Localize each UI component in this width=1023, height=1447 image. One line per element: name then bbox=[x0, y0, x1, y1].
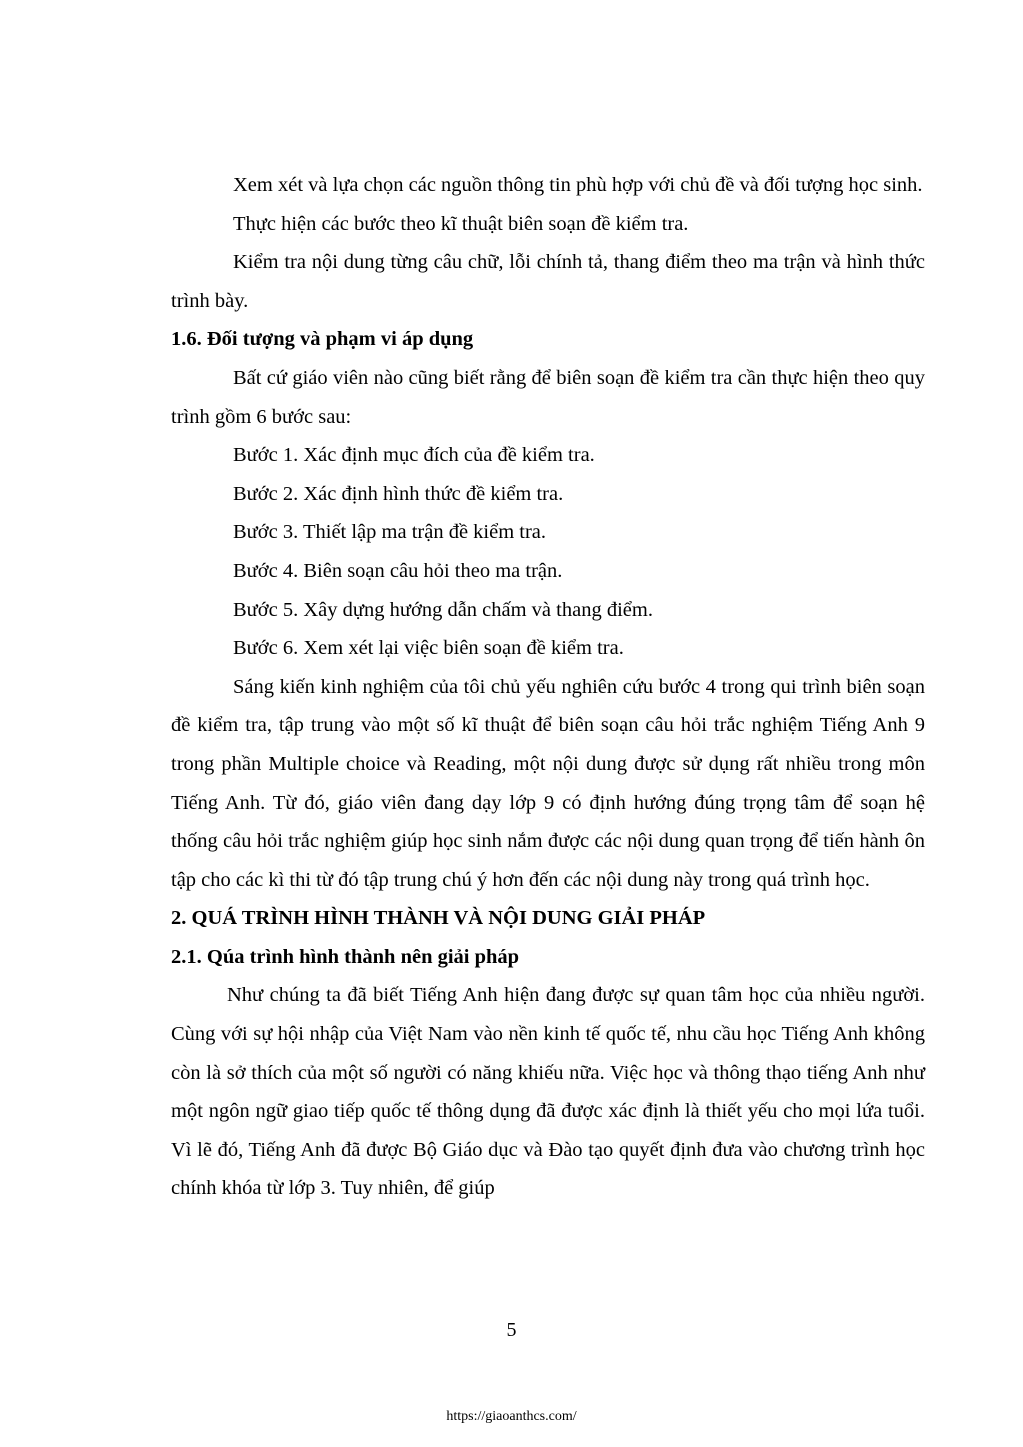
document-body bbox=[171, 166, 925, 1208]
paragraph: Như chúng ta đã biết Tiếng Anh hiện đang được sự quan tâm học của nhiều người. Cùng với sự hội nhập của Việt Nam vào nền kinh tế quốc tế, nhu cầu học Tiếng Anh không còn là sở thích của một số người có năng khiếu nữa. Việc học và thông thạo tiếng Anh như một ngôn ngữ giao tiếp quốc tế thông dụng đã được xác định là thiết yếu cho mọi lứa tuổi. Vì lẽ đó, Tiếng Anh đã được Bộ Giáo dục và Đào tạo quyết định đưa vào chương trình học chính khóa từ lớp 3. Tuy nhiên, để giúp bbox=[171, 984, 925, 1200]
section-heading: 1.6. Đối tượng và phạm vi áp dụng bbox=[171, 328, 474, 351]
page-number: 5 bbox=[506, 1319, 517, 1341]
subsection-heading: 2.1. Qúa trình hình thành nên giải pháp bbox=[171, 945, 520, 968]
step-item: Bước 1. Xác định mục đích của đề kiểm tra. bbox=[233, 444, 595, 467]
step-item: Bước 3. Thiết lập ma trận đề kiểm tra. bbox=[233, 521, 547, 544]
paragraph: Sáng kiến kinh nghiệm của tôi chủ yếu nghiên cứu bước 4 trong qui trình biên soạn đề kiểm tra, tập trung vào một số kĩ thuật để biên soạn câu hỏi trắc nghiệm Tiếng Anh 9 trong phần Multiple choice và Reading, một nội dung được sử dụng rất nhiều trong môn Tiếng Anh. Từ đó, giáo viên đang dạy lớp 9 có định hướng đúng trọng tâm để soạn hệ thống câu hỏi trắc nghiệm giúp học sinh nắm được các nội dung quan trọng để tiến hành ôn tập cho các kì thi từ đó tập trung chú ý hơn đến các nội dung này trong quá trình học. bbox=[171, 675, 925, 891]
step-item: Bước 2. Xác định hình thức đề kiểm tra. bbox=[233, 482, 564, 505]
section-heading: 2. QUÁ TRÌNH HÌNH THÀNH VÀ NỘI DUNG GIẢI PHÁP bbox=[171, 907, 706, 930]
step-item: Bước 5. Xây dựng hướng dẫn chấm và thang điểm. bbox=[233, 598, 653, 621]
paragraph: Kiểm tra nội dung từng câu chữ, lỗi chính tả, thang điểm theo ma trận và hình thức trình bày. bbox=[171, 251, 925, 312]
paragraph: Thực hiện các bước theo kĩ thuật biên soạn đề kiểm tra. bbox=[233, 212, 689, 235]
footer-url: https://giaoanthcs.com/ bbox=[446, 1409, 577, 1424]
paragraph: Bất cứ giáo viên nào cũng biết rằng để biên soạn đề kiểm tra cần thực hiện theo quy trình gồm 6 bước sau: bbox=[171, 366, 925, 428]
paragraph: Xem xét và lựa chọn các nguồn thông tin phù hợp với chủ đề và đối tượng học sinh. bbox=[233, 174, 923, 196]
step-item: Bước 4. Biên soạn câu hỏi theo ma trận. bbox=[233, 559, 563, 582]
step-item: Bước 6. Xem xét lại việc biên soạn đề kiểm tra. bbox=[233, 637, 624, 660]
